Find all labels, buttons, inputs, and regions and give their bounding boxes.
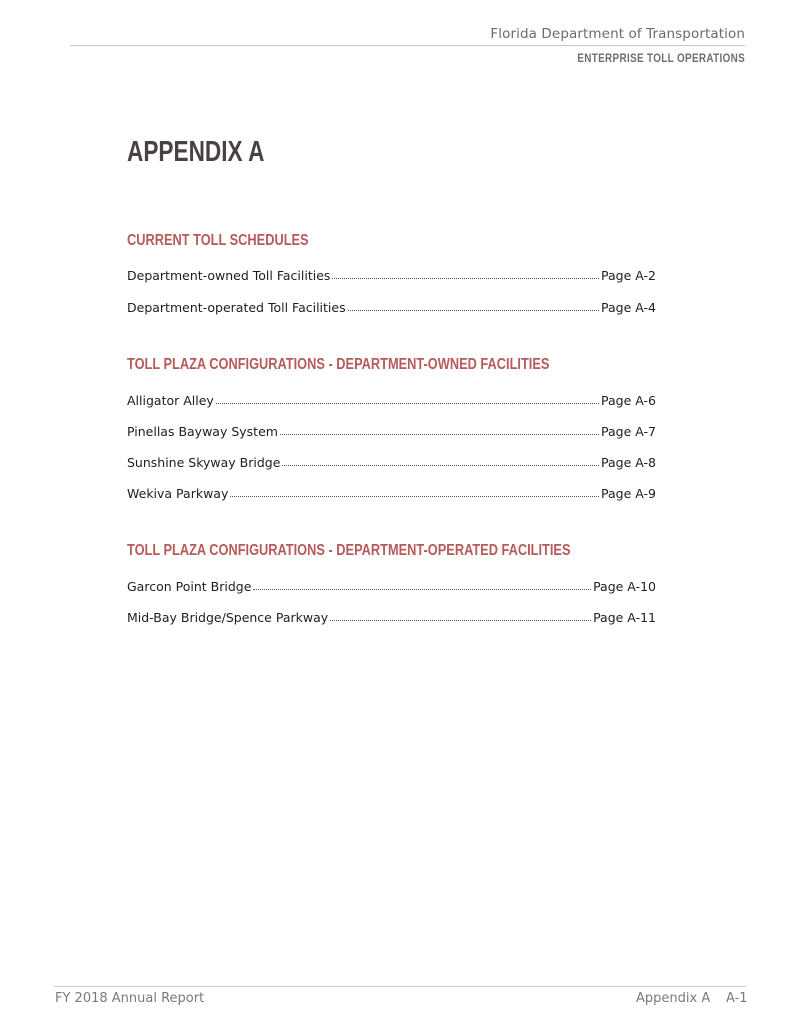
header-division: ENTERPRISE TOLL OPERATIONS bbox=[577, 53, 745, 65]
toc-leader-dots bbox=[330, 619, 591, 621]
toc-entry-page: Page A-8 bbox=[601, 455, 656, 470]
toc-entry[interactable] bbox=[127, 483, 656, 501]
toc-entry-title: Garcon Point Bridge bbox=[127, 579, 252, 594]
toc-entry-title: Department-owned Toll Facilities bbox=[127, 268, 331, 283]
toc-entry[interactable] bbox=[127, 390, 656, 408]
toc-entry-title: Alligator Alley bbox=[127, 393, 214, 408]
toc-entry-title: Wekiva Parkway bbox=[127, 486, 229, 501]
toc-entry-title: Department-operated Toll Facilities bbox=[127, 300, 346, 315]
footer-report-title: FY 2018 Annual Report bbox=[55, 991, 205, 1006]
toc-entry[interactable] bbox=[127, 265, 656, 283]
toc-entry[interactable] bbox=[127, 421, 656, 439]
section-heading-department-operated: TOLL PLAZA CONFIGURATIONS - DEPARTMENT-OPERATED FACILITIES bbox=[127, 542, 571, 559]
header-agency: Florida Department of Transportation bbox=[490, 26, 745, 42]
toc-entry-title: Sunshine Skyway Bridge bbox=[127, 455, 281, 470]
footer-page-number: A-1 bbox=[726, 991, 748, 1006]
toc-leader-dots bbox=[348, 309, 599, 311]
toc-entry-page: Page A-9 bbox=[601, 486, 656, 501]
toc-leader-dots bbox=[280, 433, 599, 435]
toc-entry-title: Pinellas Bayway System bbox=[127, 424, 278, 439]
toc-entry[interactable] bbox=[127, 297, 656, 315]
toc-entry[interactable] bbox=[127, 576, 656, 594]
page-title: APPENDIX A bbox=[127, 136, 265, 168]
section-heading-current-toll-schedules: CURRENT TOLL SCHEDULES bbox=[127, 232, 309, 249]
toc-entry-page: Page A-10 bbox=[593, 579, 656, 594]
section-heading-department-owned: TOLL PLAZA CONFIGURATIONS - DEPARTMENT-OWNED FACILITIES bbox=[127, 356, 550, 373]
toc-leader-dots bbox=[332, 277, 599, 279]
header-rule bbox=[70, 45, 745, 46]
toc-entry-page: Page A-7 bbox=[601, 424, 656, 439]
toc-entry[interactable] bbox=[127, 452, 656, 470]
footer-section-label: Appendix A bbox=[636, 991, 711, 1006]
toc-entry-page: Page A-4 bbox=[601, 300, 656, 315]
toc-entry-page: Page A-6 bbox=[601, 393, 656, 408]
toc-entry-title: Mid-Bay Bridge/Spence Parkway bbox=[127, 610, 329, 625]
toc-entry-page: Page A-2 bbox=[601, 268, 656, 283]
toc-leader-dots bbox=[253, 588, 591, 590]
toc-entry[interactable] bbox=[127, 607, 656, 625]
toc-leader-dots bbox=[230, 495, 599, 497]
toc-entry-page: Page A-11 bbox=[593, 610, 656, 625]
footer-rule bbox=[54, 986, 746, 987]
toc-leader-dots bbox=[282, 464, 599, 466]
toc-leader-dots bbox=[216, 402, 599, 404]
